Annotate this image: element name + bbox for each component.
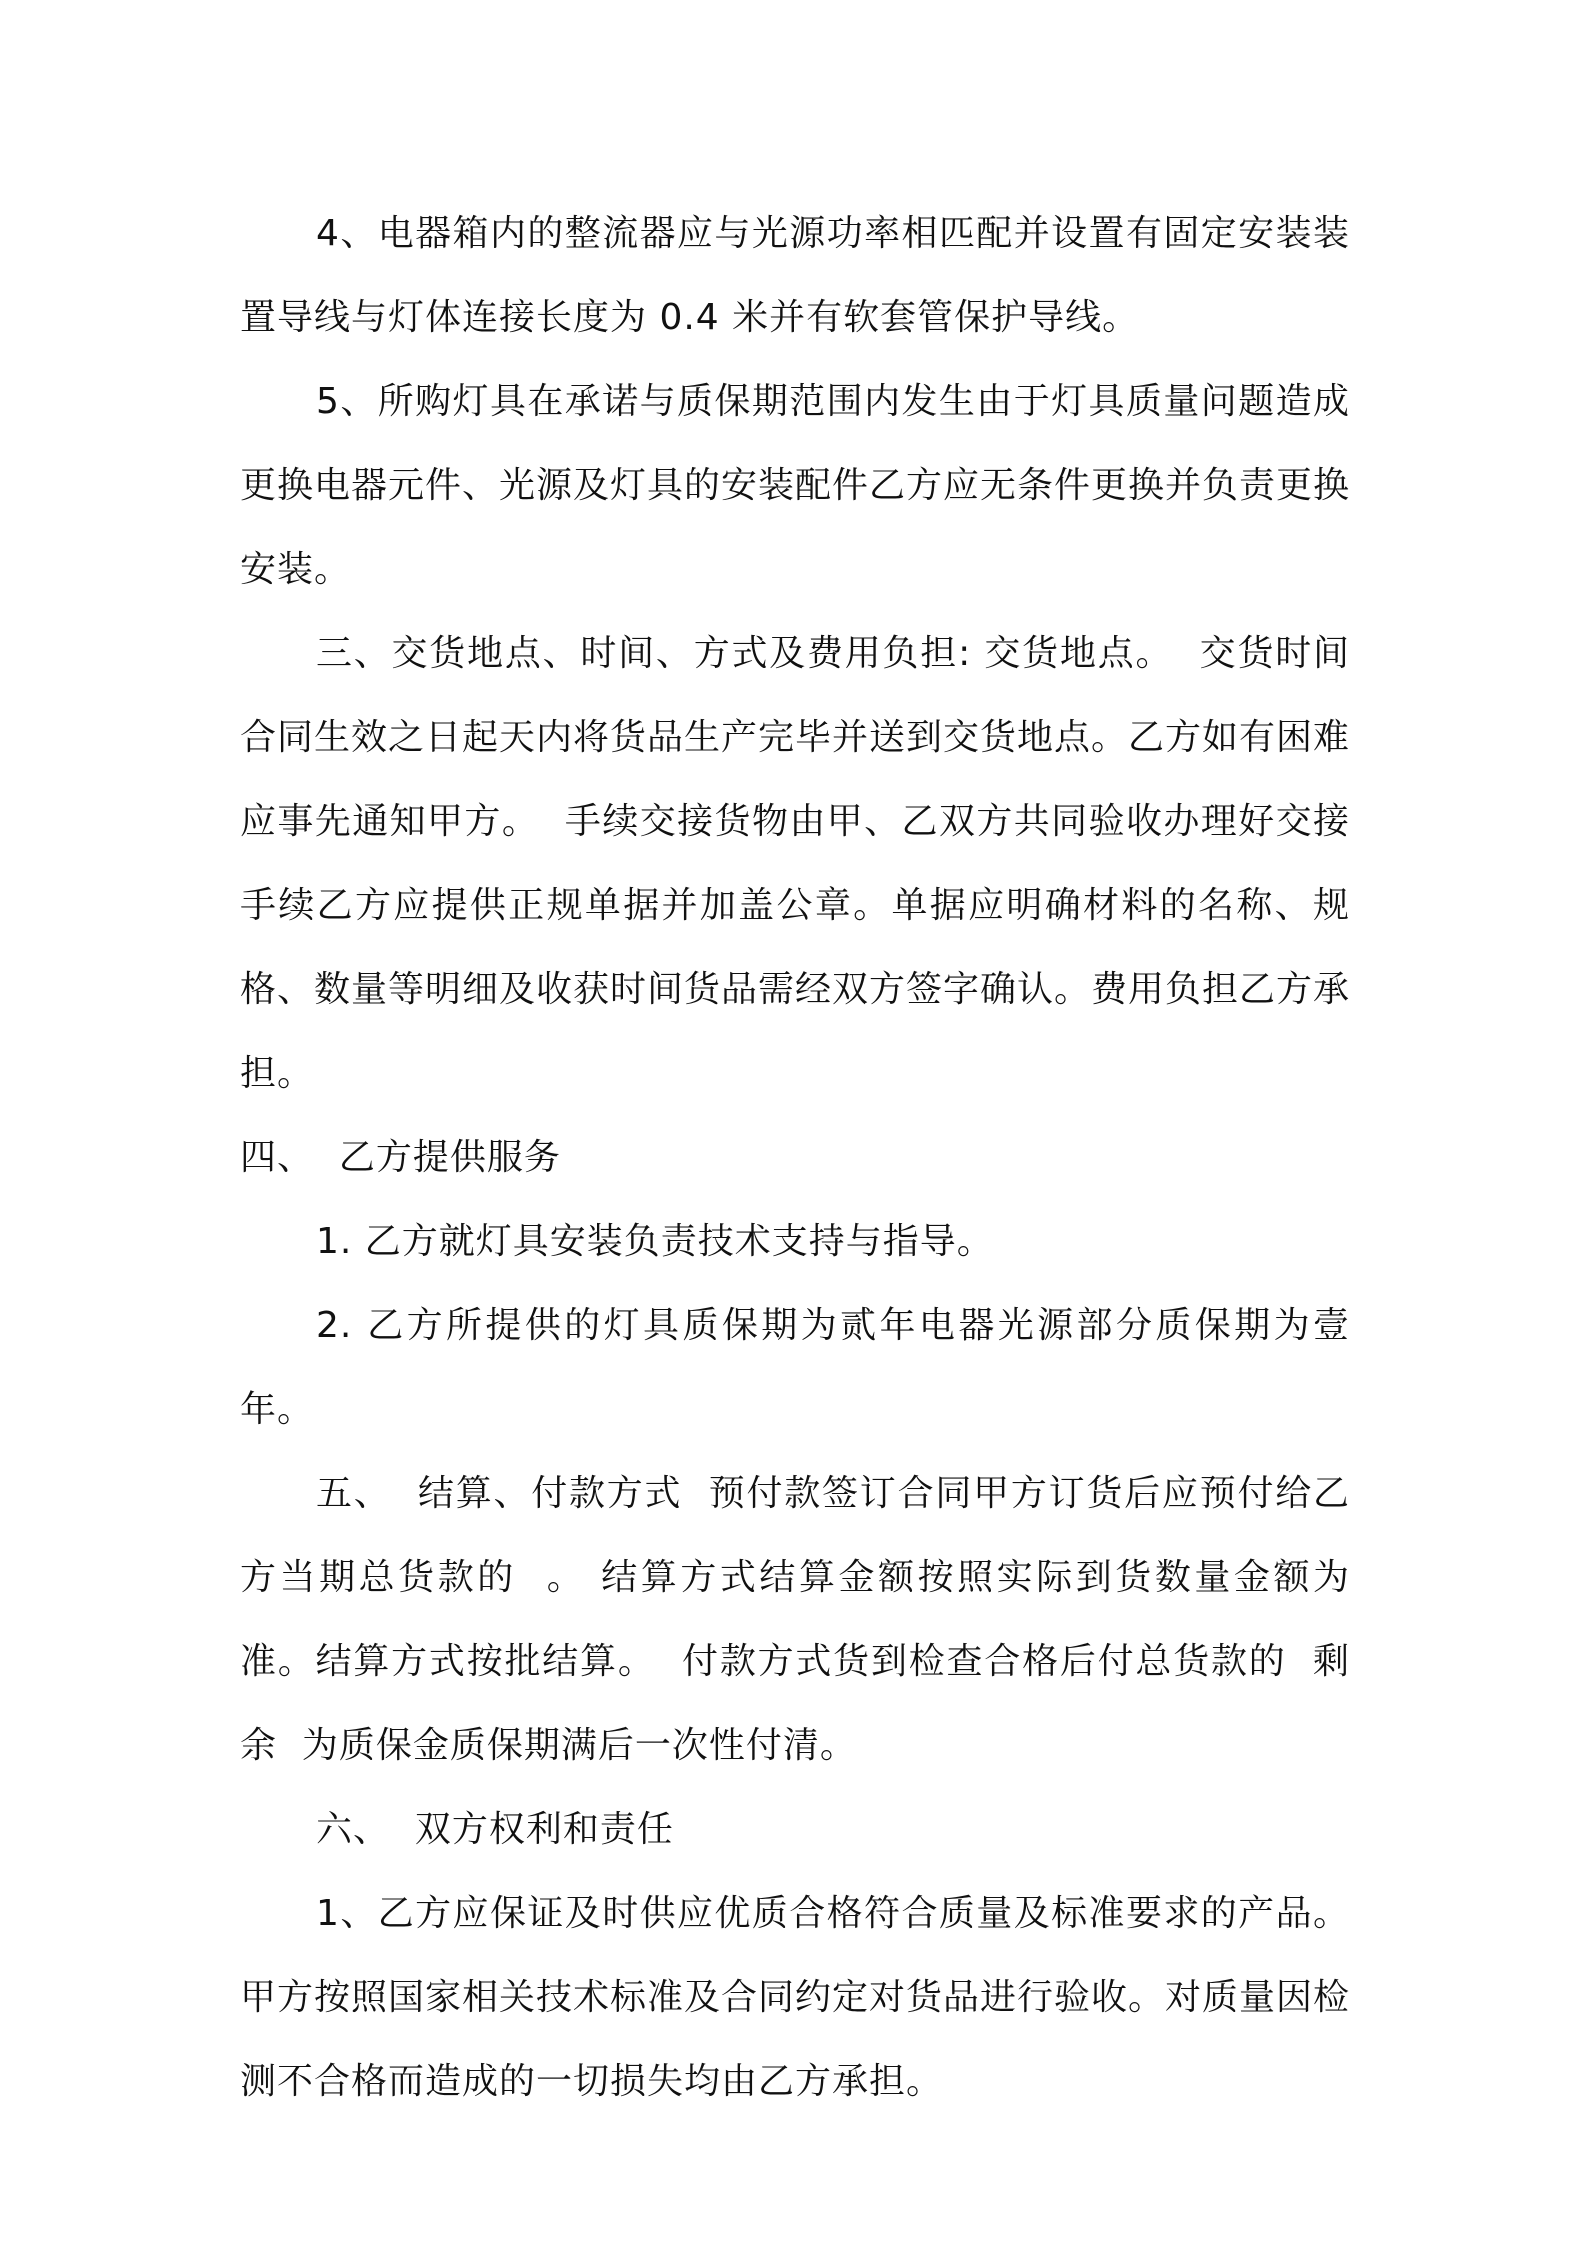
paragraph-delivery-terms: 三、交货地点、时间、方式及费用负担: 交货地点。 交货时间合同生效之日起天内将货品生产完毕并送到交货地点。乙方如有困难应事先通知甲方。 手续交接货物由甲、乙双方共同验收办理好交接手续乙方应提供正规单据并加盖公章。单据应明确材料的名称、规格、数量等明细及收获时间货品需经双方签字确认。费用负担乙方承担。	[240, 633, 1351, 1094]
paragraph-ballast-wiring: 4、电器箱内的整流器应与光源功率相匹配并设置有固定安装装置导线与灯体连接长度为 0.4 米并有软套管保护导线。	[240, 213, 1350, 338]
document-body	[240, 192, 1350, 2124]
paragraph-warranty-period: 2. 乙方所提供的灯具质保期为贰年电器光源部分质保期为壹年。	[240, 1305, 1350, 1430]
paragraph-warranty-replacement: 5、所购灯具在承诺与质保期范围内发生由于灯具质量问题造成更换电器元件、光源及灯具的安装配件乙方应无条件更换并负责更换安装。	[240, 381, 1351, 590]
paragraph-quality-responsibility: 1、乙方应保证及时供应优质合格符合质量及标准要求的产品。甲方按照国家相关技术标准及合同约定对货品进行验收。对质量因检测不合格而造成的一切损失均由乙方承担。	[240, 1893, 1351, 2102]
section-heading-rights: 六、 双方权利和责任	[316, 1809, 674, 1850]
section-heading-services: 四、 乙方提供服务	[240, 1137, 561, 1178]
paragraph-technical-support: 1. 乙方就灯具安装负责技术支持与指导。	[316, 1221, 994, 1262]
paragraph-settlement-payment: 五、 结算、付款方式 预付款签订合同甲方订货后应预付给乙方当期总货款的 。 结算方式结算金额按照实际到货数量金额为准。结算方式按批结算。 付款方式货到检查合格后付总货款的 剩余 为质保金质保期满后一次性付清。	[240, 1473, 1350, 1766]
